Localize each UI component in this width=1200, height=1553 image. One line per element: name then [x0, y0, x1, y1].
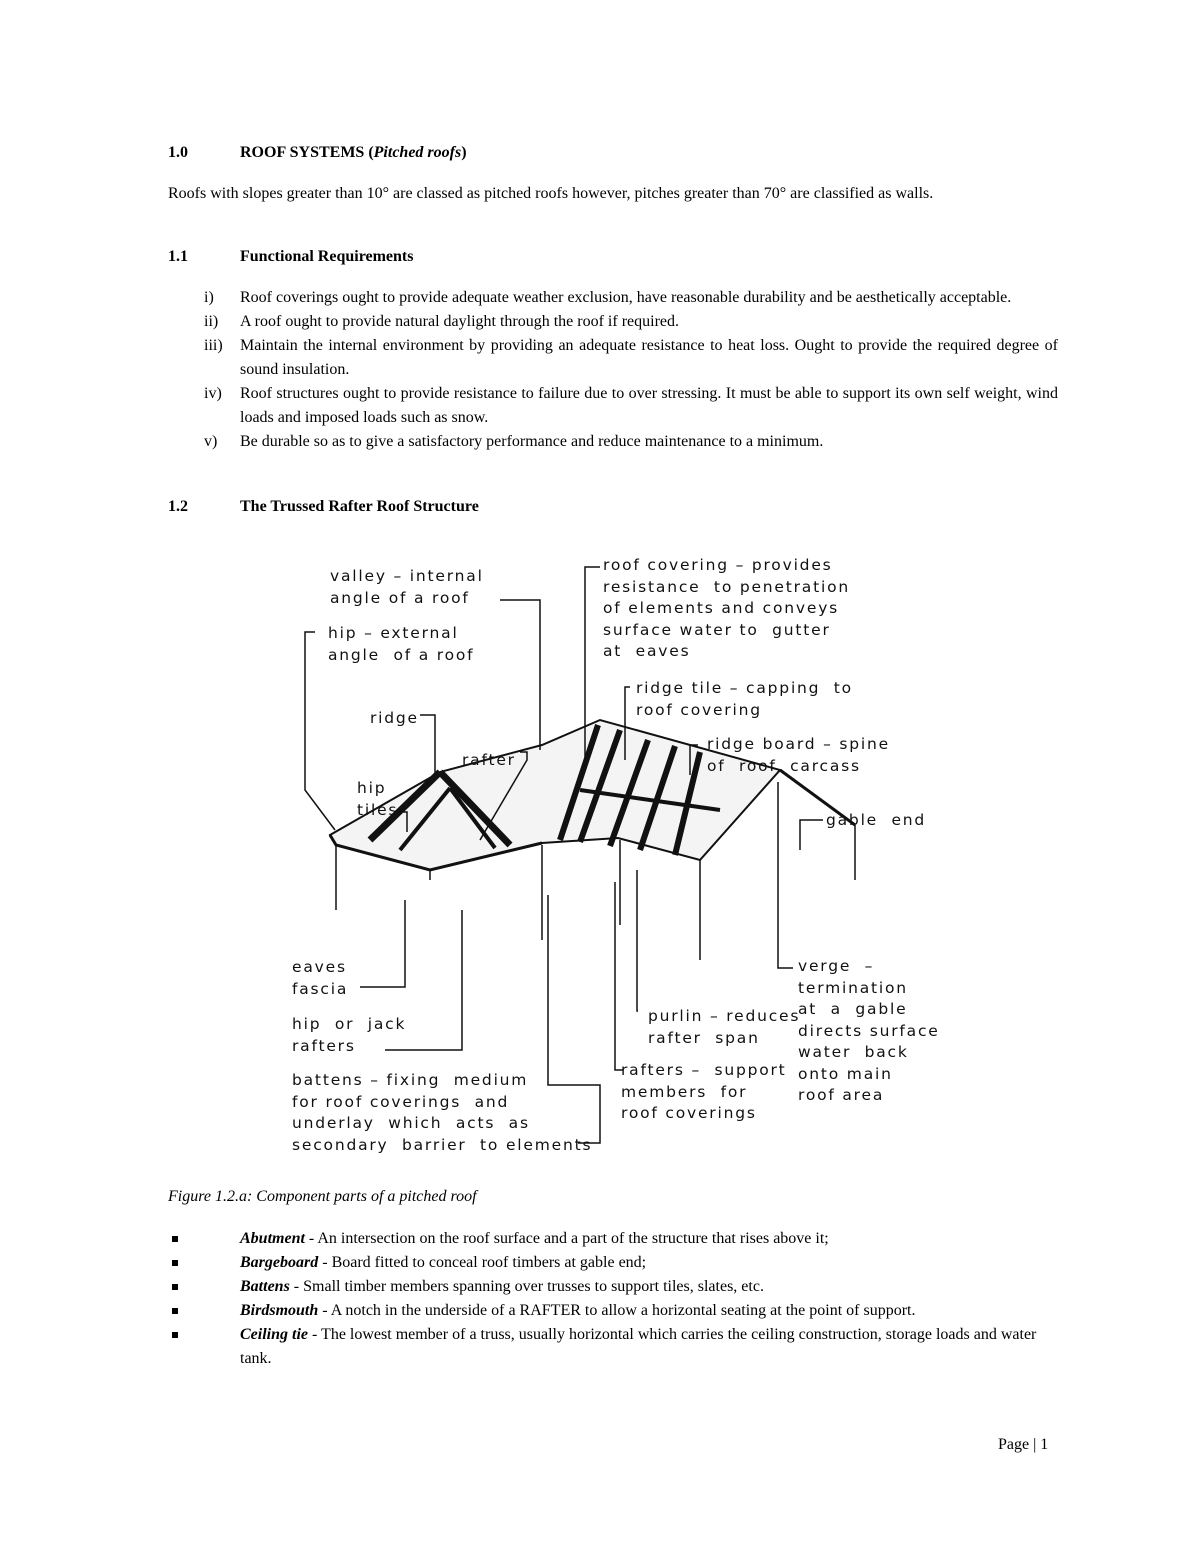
item-number: i) — [204, 289, 214, 306]
list-item — [168, 430, 1058, 454]
requirements-list — [168, 286, 1058, 454]
term: Abutment — [240, 1230, 305, 1247]
definition-item — [168, 1227, 1058, 1251]
label-rafters-support: rafters – support members for roof coverings — [621, 1061, 787, 1122]
page-number: Page | 1 — [998, 1436, 1049, 1453]
section-number: 1.0 — [168, 144, 188, 161]
list-item — [168, 310, 1058, 334]
item-text: A roof ought to provide natural daylight through the roof if required. — [240, 313, 680, 330]
bullet-icon — [172, 1308, 178, 1314]
title-italic: Pitched roofs — [373, 144, 462, 161]
label-battens: battens – fixing medium for roof coverings and underlay which acts as secondary barrier to elements — [292, 1071, 593, 1154]
label-ridge-board: ridge board – spine of roof carcass — [707, 735, 890, 775]
label-roof-covering: roof covering – provides resistance to penetration of elements and conveys surface water to gutter at eaves — [603, 556, 850, 660]
item-text: Roof structures ought to provide resistance to failure due to over stressing. It must be able to support its own self weight, wind loads and imposed loads such as snow. — [240, 385, 1058, 426]
bullet-icon — [172, 1236, 178, 1242]
label-ridge: ridge — [370, 709, 419, 727]
item-text: Maintain the internal environment by providing an adequate resistance to heat loss. Ought to provide the required degree of sound insulation. — [240, 337, 1058, 378]
list-item — [168, 286, 1058, 310]
definition-item — [168, 1251, 1058, 1275]
figure-caption: Figure 1.2.a: Component parts of a pitched roof — [168, 1188, 477, 1205]
term: Battens — [240, 1278, 290, 1295]
item-number: ii) — [204, 313, 219, 330]
definition-text: - An intersection on the roof surface and a part of the structure that rises above it; — [304, 1230, 829, 1247]
title-text: ROOF SYSTEMS ( — [240, 144, 374, 161]
intro-paragraph: Roofs with slopes greater than 10° are classed as pitched roofs however, pitches greater than 70° are classified as walls. — [168, 185, 934, 202]
definitions-list — [168, 1227, 1058, 1371]
section-title — [240, 144, 467, 162]
term: Ceiling tie — [240, 1326, 308, 1343]
label-hip-tiles: hip tiles — [357, 779, 399, 819]
definition-text: - A notch in the underside of a RAFTER to allow a horizontal seating at the point of support. — [318, 1302, 916, 1319]
label-eaves-fascia: eaves fascia — [292, 958, 349, 998]
definition-text: - The lowest member of a truss, usually horizontal which carries the ceiling construction, storage loads and water tank. — [240, 1326, 1037, 1367]
label-verge: verge – termination at a gable directs surface water back onto main roof area — [798, 957, 940, 1104]
item-text: Roof coverings ought to provide adequate weather exclusion, have reasonable durability and be aesthetically acceptable. — [240, 289, 1012, 306]
list-item — [168, 334, 1058, 382]
term: Bargeboard — [240, 1254, 319, 1271]
bullet-icon — [172, 1260, 178, 1266]
section-title: Functional Requirements — [240, 248, 414, 265]
list-item — [168, 382, 1058, 430]
label-hip-jack-rafters: hip or jack rafters — [292, 1015, 407, 1055]
item-number: iv) — [204, 385, 222, 402]
section-number: 1.2 — [168, 498, 188, 515]
definition-item — [168, 1275, 1058, 1299]
definition-text: - Board fitted to conceal roof timbers at gable end; — [318, 1254, 647, 1271]
section-number: 1.1 — [168, 248, 188, 265]
label-hip: hip – external angle of a roof — [328, 624, 475, 664]
bullet-icon — [172, 1284, 178, 1290]
definition-item — [168, 1323, 1058, 1371]
item-text: Be durable so as to give a satisfactory performance and reduce maintenance to a minimum. — [240, 433, 824, 450]
title-end: ) — [461, 144, 467, 161]
term: Birdsmouth — [240, 1302, 319, 1319]
label-rafter: rafter — [462, 751, 516, 769]
section-title: The Trussed Rafter Roof Structure — [240, 498, 479, 515]
definition-item — [168, 1299, 1058, 1323]
label-gable-end: gable end — [826, 811, 927, 829]
item-number: iii) — [204, 337, 223, 354]
definition-text: - Small timber members spanning over trusses to support tiles, slates, etc. — [289, 1278, 764, 1295]
bullet-icon — [172, 1332, 178, 1338]
label-ridge-tile: ridge tile – capping to roof covering — [636, 679, 853, 719]
item-number: v) — [204, 433, 218, 450]
label-purlin: purlin – reduces rafter span — [648, 1007, 801, 1047]
label-valley: valley – internal angle of a roof — [330, 567, 484, 607]
roof-diagram — [280, 550, 960, 1170]
